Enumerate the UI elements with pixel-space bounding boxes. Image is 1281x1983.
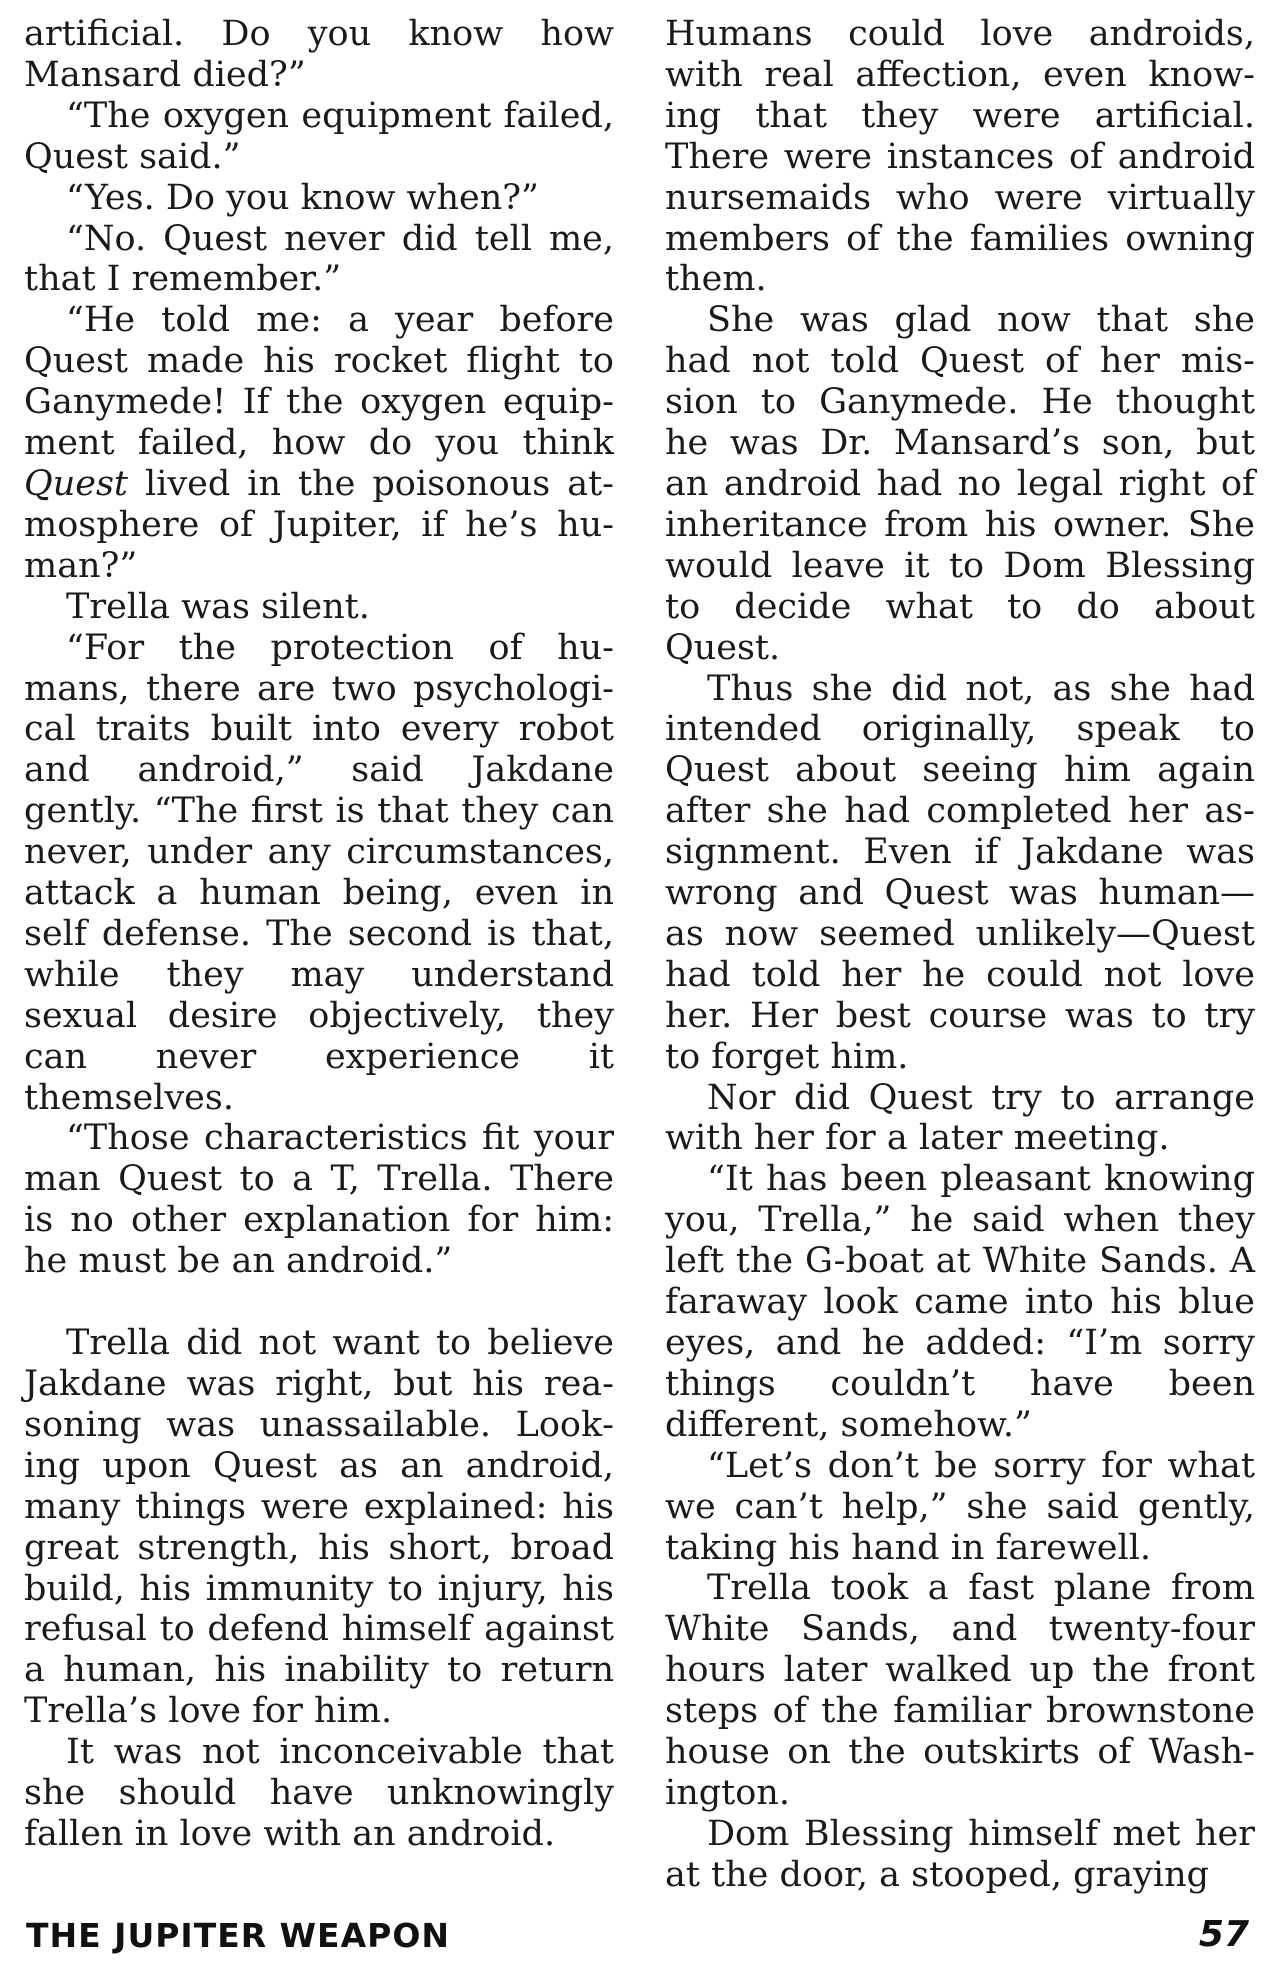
paragraph: “Let’s don’t be sorry for what we can’t help,” she said gently, taking his hand in farewell. xyxy=(665,1445,1255,1568)
italic-word: Quest xyxy=(24,463,128,504)
paragraph-with-italic xyxy=(24,300,614,586)
paragraph-text: “He told me: a year before Quest made his rocket flight to Ganymede! If the oxygen equipment failed, how do you think xyxy=(24,300,614,464)
page-footer xyxy=(0,1916,1281,1966)
paragraph: Trella took a fast plane from White Sands, and twenty-four hours later walked up the front steps of the familiar brownstone house on the outskirts of Washington. xyxy=(665,1568,1255,1813)
paragraph: “For the protection of humans, there are two psychological traits built into every robot and android,” said Jakdane gently. “The first is that they can never, under any circumstances, attack a human being, even in self defense. The second is that, while they may understand sexual desire objectively, they can never experience it themselves. xyxy=(24,627,614,1118)
page-number: 57 xyxy=(1198,1914,1249,1955)
paragraph: artificial. Do you know how Mansard died?” xyxy=(24,14,614,95)
paragraph: It was not inconceivable that she should have unknowingly fallen in love with an android. xyxy=(24,1732,614,1854)
paragraph: Thus she did not, as she had intended originally, speak to Quest about seeing him again after she had completed her assignment. Even if Jakdane was wrong and Quest was human—as now seemed unlikely—Quest had told her he could not love her. Her best course was to try to forget him. xyxy=(665,668,1255,1077)
paragraph: “It has been pleasant knowing you, Trella,” he said when they left the G-boat at White Sands. A faraway look came into his blue eyes, and he added: “I’m sorry things couldn’t have been different, somehow.” xyxy=(665,1159,1255,1445)
paragraph: She was glad now that she had not told Quest of her mission to Ganymede. He thought he was Dr. Mansard’s son, but an android had no legal right of inheritance from his owner. She would leave it to Dom Blessing to decide what to do about Quest. xyxy=(665,300,1255,668)
running-head: THE JUPITER WEAPON xyxy=(26,1916,450,1955)
paragraph: Nor did Quest try to arrange with her for a later meeting. xyxy=(665,1077,1255,1159)
paragraph: Trella was silent. xyxy=(66,586,370,627)
paragraph: Dom Blessing himself met her at the door, a stooped, graying xyxy=(665,1813,1255,1895)
right-column xyxy=(665,14,1255,1896)
paragraph: “The oxygen equipment failed, Quest said.” xyxy=(24,95,614,177)
paragraph: Trella did not want to believe Jakdane was right, but his reasoning was unassailable. Looking upon Quest as an android, many things were explained: his great strength, his short, broad build, his immunity to injury, his refusal to defend himself against a human, his inability to return Trella’s love for him. xyxy=(24,1323,614,1732)
paragraph: Humans could love androids, with real affection, even knowing that they were artificial. There were instances of android nursemaids who were virtually members of the families owning them. xyxy=(665,14,1255,300)
paragraph-text-continued: lived in the poisonous atmosphere of Jupiter, if he’s human?” xyxy=(24,463,614,586)
left-column xyxy=(24,14,614,1855)
paragraph: “No. Quest never did tell me, that I remember.” xyxy=(24,218,614,300)
paragraph: “Yes. Do you know when?” xyxy=(66,177,539,218)
paragraph: “Those characteristics fit your man Quest to a T, Trella. There is no other explanation for him: he must be an android.” xyxy=(24,1118,614,1282)
